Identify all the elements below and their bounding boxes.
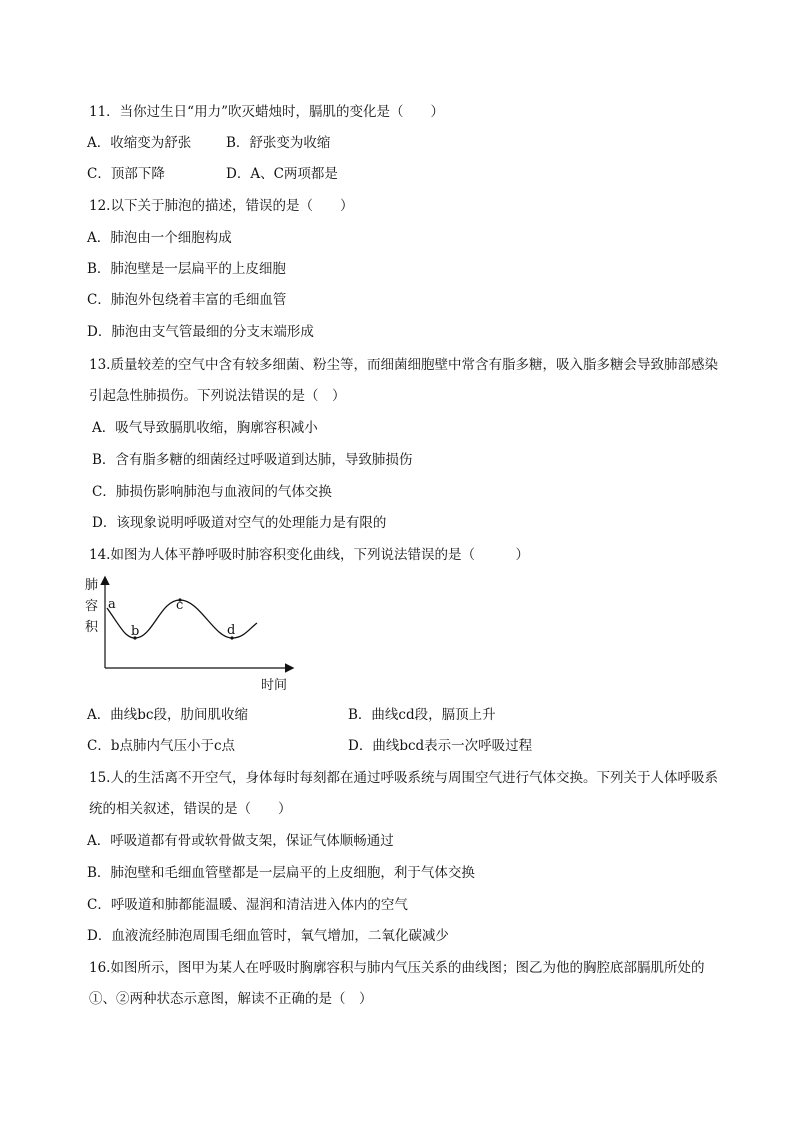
q13-stem-line2: 引起急性肺损伤。下列说法错误的是（ ） <box>89 388 346 404</box>
lung-volume-figure <box>80 572 300 696</box>
q15-option-a: A．呼吸道都有骨或软骨做支架，保证气体顺畅通过 <box>87 833 394 849</box>
q13-option-b: B．含有脂多糖的细菌经过呼吸道到达肺，导致肺损伤 <box>92 452 413 468</box>
q16-stem-line2: ①、②两种状态示意图，解读不正确的是（ ） <box>89 991 373 1007</box>
q14-option-c: C．b点肺内气压小于c点 <box>87 738 236 754</box>
q14-stem: 14.如图为人体平静呼吸时肺容积变化曲线，下列说法错误的是（ ） <box>89 547 529 563</box>
q13-option-c: C．肺损伤影响肺泡与血液间的气体交换 <box>92 484 332 500</box>
x-label: 时间 <box>261 678 288 693</box>
q12-stem: 12.以下关于肺泡的描述，错误的是（ ） <box>89 198 354 214</box>
q16-stem-line1: 16.如图所示，图甲为某人在呼吸时胸廓容积与肺内气压关系的曲线图；图乙为他的胸腔底部膈肌所处的 <box>89 960 705 976</box>
q12-option-b: B．肺泡壁是一层扁平的上皮细胞 <box>87 261 286 277</box>
y-label-char-1: 肺 <box>85 578 99 593</box>
q12-option-c: C．肺泡外包绕着丰富的毛细血管 <box>87 292 287 308</box>
q11-stem: 11．当你过生日“用力”吹灭蜡烛时，膈肌的变化是（ ） <box>89 104 444 120</box>
q12-option-d: D．肺泡由支气管最细的分支末端形成 <box>87 324 314 340</box>
q11-option-a: A．收缩变为舒张 <box>87 135 192 151</box>
q14-option-b: B．曲线cd段，膈顶上升 <box>348 707 496 723</box>
q11-option-d: D．A、C两项都是 <box>226 166 338 182</box>
point-c-label: c <box>176 598 184 613</box>
q14-option-d: D．曲线bcd表示一次呼吸过程 <box>348 738 533 754</box>
q12-option-a: A．肺泡由一个细胞构成 <box>87 230 232 246</box>
q13-stem-line1: 13.质量较差的空气中含有较多细菌、粉尘等，而细菌细胞壁中常含有脂多糖，吸入脂多糖会导致肺部感染 <box>89 357 718 373</box>
q15-option-d: D．血液流经肺泡周围毛细血管时，氧气增加，二氧化碳减少 <box>87 928 449 944</box>
y-label-char-2: 容 <box>85 599 99 614</box>
q15-option-b: B．肺泡壁和毛细血管壁都是一层扁平的上皮细胞，利于气体交换 <box>87 865 475 881</box>
q15-option-c: C．呼吸道和肺都能温暖、湿润和清洁进入体内的空气 <box>87 897 408 913</box>
q13-option-d: D．该现象说明呼吸道对空气的处理能力是有限的 <box>92 515 387 531</box>
y-label-char-3: 积 <box>85 620 99 635</box>
point-b-label: b <box>131 624 140 639</box>
q15-stem-line2: 统的相关叙述，错误的是（ ） <box>89 801 292 817</box>
q13-option-a: A．吸气导致膈肌收缩，胸廓容积减小 <box>92 420 318 436</box>
q11-option-b: B．舒张变为收缩 <box>226 135 331 151</box>
q11-option-c: C．顶部下降 <box>87 166 165 182</box>
q14-option-a: A．曲线bc段，肋间肌收缩 <box>87 707 248 723</box>
point-a-label: a <box>108 597 116 612</box>
q15-stem-line1: 15.人的生活离不开空气，身体每时每刻都在通过呼吸系统与周围空气进行气体交换。下列关于人体呼吸系 <box>89 770 718 786</box>
point-d-label: d <box>227 623 236 638</box>
